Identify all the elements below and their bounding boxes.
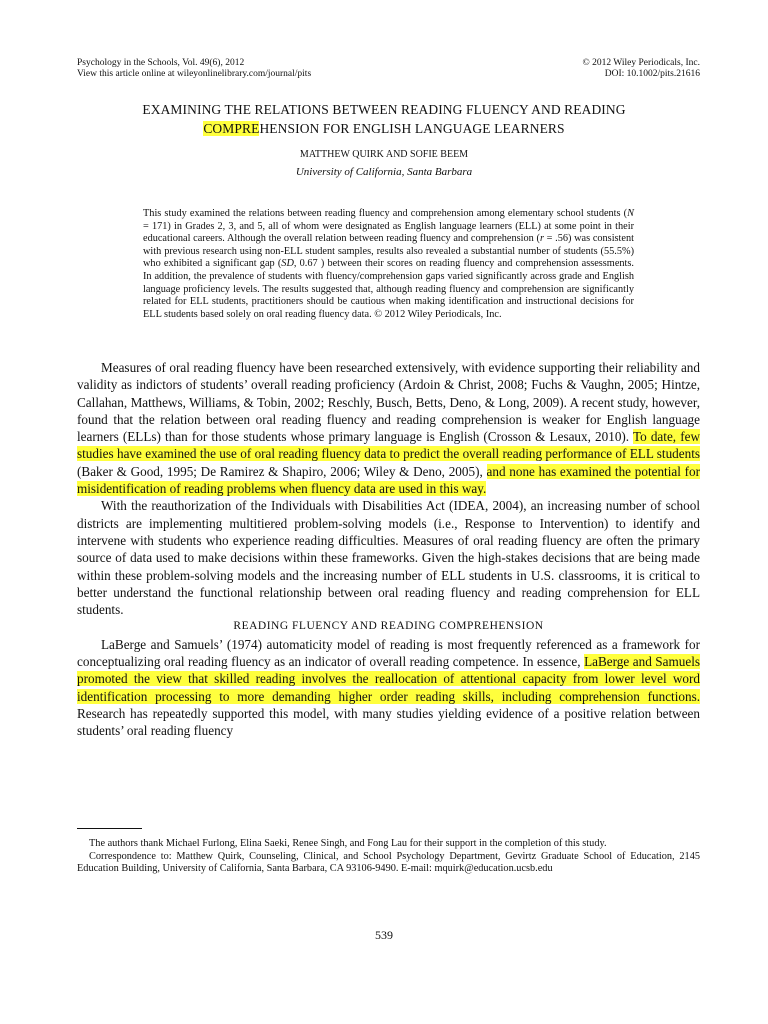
section-heading: READING FLUENCY AND READING COMPREHENSION (233, 620, 544, 633)
paragraph-3-text-a: LaBerge and Samuels’ (1974) automaticity model of reading is most frequently referenced as a framework for conceptualizing oral reading fluency as an indicator of overall reading competence. In essence, (77, 636, 700, 670)
paragraph-3-text-b: Research has repeatedly supported this model, with many studies yielding evidence of a positive relation between students’ oral reading fluency (77, 705, 700, 739)
abstract (143, 208, 634, 321)
paragraph-3 (77, 636, 700, 740)
footnotes (77, 838, 700, 876)
paragraph-1-text-b: (Baker & Good, 1995; De Ramirez & Shapiro, 2006; Wiley & Deno, 2005), (77, 463, 487, 479)
abstract-n-symbol: N (627, 208, 634, 219)
title-line-1: EXAMINING THE RELATIONS BETWEEN READING FLUENCY AND READING (142, 102, 626, 117)
header-left (77, 58, 311, 80)
footnote-rule (77, 828, 142, 829)
article-title (60, 100, 708, 138)
abstract-part-3: = .56) was consistent with previous research using non-ELL student samples, results also revealed a substantial number of students (55.5%) who exhibited a significant gap ( (143, 233, 634, 270)
paragraph-1 (77, 359, 700, 497)
author-names: MATTHEW QUIRK AND SOFIE BEEM (299, 149, 469, 160)
abstract-r-symbol: r (539, 233, 544, 245)
paragraph-2: With the reauthorization of the Individuals with Disabilities Act (IDEA, 2004), an increasing number of school districts are implementing multitiered problem-solving models (i.e., Response to Intervention) to identify and intervene with students who experience reading difficulties. Measures of oral reading fluency are often the primary source of data used to make decisions within these frameworks. Given the high-stakes decisions that are being made within these problem-solving models and the increasing number of ELL students in U.S. classrooms, it is critical to better understand the functional relationship between oral reading fluency and reading comprehension for ELL students. (77, 498, 700, 618)
title-line-2 (60, 119, 708, 138)
article-body (77, 359, 700, 740)
footnote-correspondence: Correspondence to: Matthew Quirk, Counseling, Clinical, and School Psychology Department, Gevirtz Graduate School of Education, 2145 Education Building, University of California, Santa Barbara, CA 93106-9490. E-mail: mquirk@education.ucsb.edu (77, 850, 700, 875)
highlight-1: To date, few studies have examined the use of oral reading fluency data to predict the overall reading performance of ELL students (77, 429, 700, 462)
page-number: 539 (375, 928, 393, 942)
footnote-acknowledgments: The authors thank Michael Furlong, Elina Saeki, Renee Singh, and Fong Lau for their support in the completion of this study. (89, 838, 607, 849)
copyright-line: © 2012 Wiley Periodicals, Inc. (582, 58, 700, 68)
paragraph-1-text-a: Measures of oral reading fluency have been researched extensively, with evidence supporting their reliability and validity as indictors of students’ overall reading proficiency (Ardoin & Christ, 2008; Fuchs & Vaughn, 2005; Hintze, Callahan, Matthews, Williams, & Tobin, 2002; Reschly, Busch, Betts, Deno, & Long, 2009). A recent study, however, found that the relation between oral reading fluency and reading comprehension is weaker for English language learners (ELLs) than for those students whose primary language is English (Crosson & Lesaux, 2010). (77, 360, 700, 445)
title-line-2-rest: HENSION FOR ENGLISH LANGUAGE LEARNERS (259, 121, 565, 136)
highlight-2: and none has examined the potential for misidentification of reading problems when fluency data are used in this way. (77, 463, 700, 497)
title-highlight: COMPRE (203, 121, 260, 136)
abstract-sd-symbol: SD (281, 258, 294, 270)
online-link-text: View this article online at wileyonlinelibrary.com/journal/pits (77, 69, 312, 79)
abstract-part-4: , 0.67 ) between their scores on reading fluency and comprehension assessments. In addition, the prevalence of students with fluency/comprehension gaps varied significantly across grade and English language proficiency levels. The results suggested that, although reading fluency and comprehension are significantly related for ELL students, practitioners should be cautious when making identification and instructional decisions for ELL students based solely on oral reading fluency data. © 2012 Wiley Periodicals, Inc. (143, 258, 634, 320)
author-affiliation: University of California, Santa Barbara (295, 166, 473, 178)
header-right (583, 58, 700, 80)
abstract-part-2: = 171) in Grades 2, 3, and 5, all of whom were designated as English language learners (ELL) at some point in their educational careers. Although the overall relation between reading fluency and comprehension ( (143, 220, 634, 245)
abstract-part-1: This study examined the relations between reading fluency and comprehension among elementary school students ( (143, 208, 628, 219)
highlight-3: LaBerge and Samuels promoted the view that skilled reading involves the reallocation of attentional capacity from lower level word identification processing to more demanding higher order reading skills, including comprehension functions. (77, 654, 701, 704)
journal-citation: Psychology in the Schools, Vol. 49(6), 2012 (77, 58, 245, 68)
doi-line: DOI: 10.1002/pits.21616 (604, 69, 700, 79)
